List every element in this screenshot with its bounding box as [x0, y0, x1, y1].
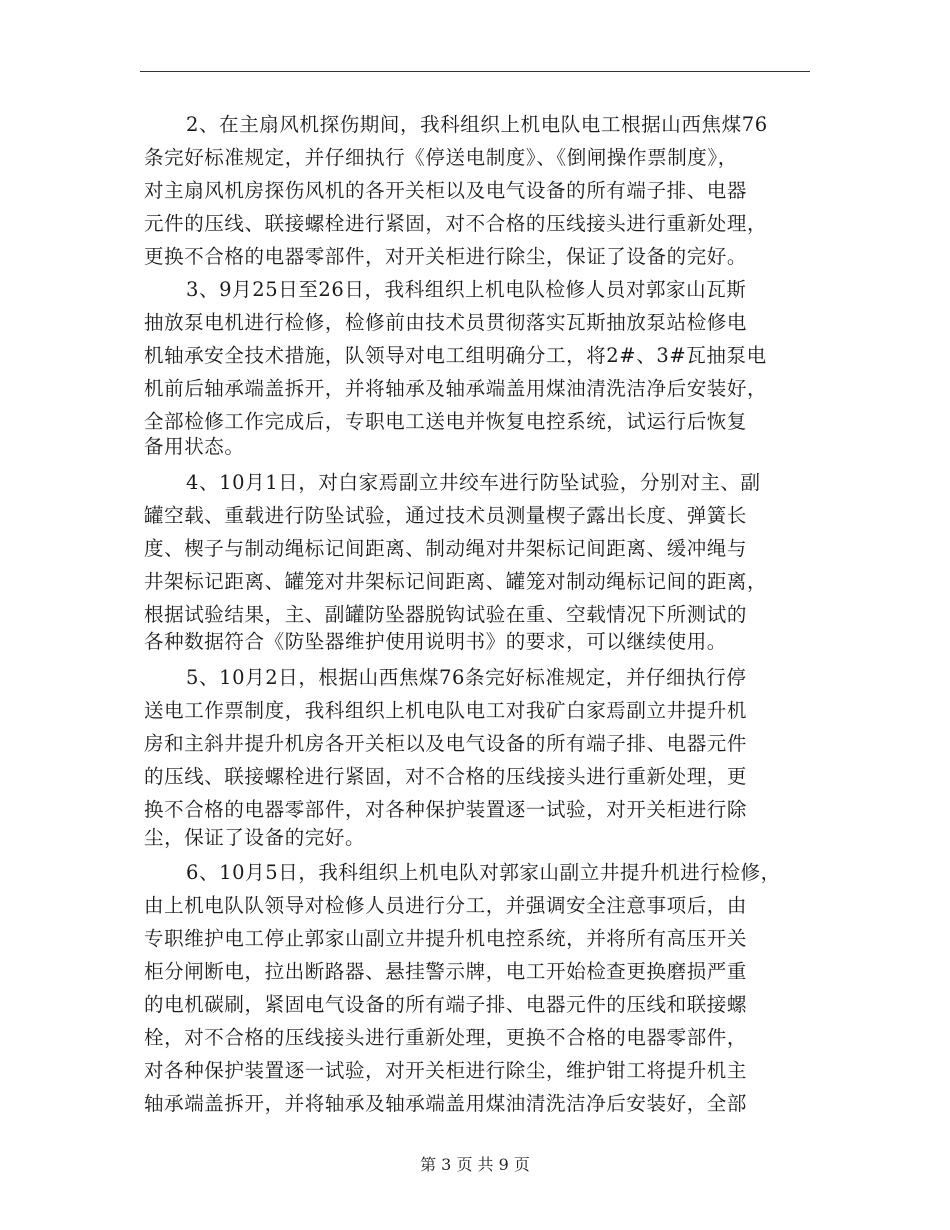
paragraph-line: 元件的压线、联接螺栓进行紧固，对不合格的压线接头进行重新处理，: [144, 212, 768, 235]
paragraph-line: 轴承端盖拆开，并将轴承及轴承端盖用煤油清洗洁净后安装好，全部: [144, 1092, 748, 1115]
paragraph-line: 机轴承安全技术措施，队领导对电工组明确分工，将2#、3#瓦抽泵电: [144, 344, 767, 367]
paragraph-line: 由上机电队队领导对检修人员进行分工，并强调安全注意事项后，由: [144, 894, 748, 917]
paragraph-line: 各种数据符合《防坠器维护使用说明书》的要求，可以继续使用。: [144, 630, 727, 653]
paragraph-line: 罐空载、重载进行防坠试验，通过技术员测量楔子露出长度、弹簧长: [144, 504, 748, 527]
paragraph-line: 5、10月2日，根据山西焦煤76条完好标准规定，并仔细执行停: [186, 666, 747, 689]
paragraph-line: 备用状态。: [144, 435, 245, 458]
paragraph-line: 机前后轴承端盖拆开，并将轴承及轴承端盖用煤油清洗洁净后安装好，: [144, 377, 768, 400]
paragraph-line: 全部检修工作完成后，专职电工送电并恢复电控系统，试运行后恢复: [144, 410, 748, 433]
paragraph-line: 井架标记距离、罐笼对井架标记间距离、罐笼对制动绳标记间的距离，: [144, 570, 768, 593]
paragraph-line: 栓，对不合格的压线接头进行重新处理，更换不合格的电器零部件，: [144, 1026, 748, 1049]
paragraph-line: 2、在主扇风机探伤期间，我科组织上机电队电工根据山西焦煤76: [186, 113, 768, 136]
paragraph-line: 6、10月5日，我科组织上机电队对郭家山副立井提升机进行检修，: [186, 861, 781, 884]
paragraph-line: 的电机碳刷，紧固电气设备的所有端子排、电器元件的压线和联接螺: [144, 993, 748, 1016]
paragraph-line: 条完好标准规定，并仔细执行《停送电制度》、《倒闸操作票制度》，: [144, 146, 738, 169]
paragraph-line: 房和主斜井提升机房各开关柜以及电气设备的所有端子排、电器元件: [144, 732, 748, 755]
paragraph-line: 换不合格的电器零部件，对各种保护装置逐一试验，对开关柜进行除: [144, 798, 748, 821]
paragraph-line: 的压线、联接螺栓进行紧固，对不合格的压线接头进行重新处理，更: [144, 765, 748, 788]
paragraph-line: 3、9月25日至26日，我科组织上机电队检修人员对郭家山瓦斯: [186, 278, 747, 301]
paragraph-line: 柜分闸断电，拉出断路器、悬挂警示牌，电工开始检查更换磨损严重: [144, 960, 748, 983]
paragraph-line: 更换不合格的电器零部件，对开关柜进行除尘，保证了设备的完好。: [144, 245, 748, 268]
paragraph-line: 抽放泵电机进行检修，检修前由技术员贯彻落实瓦斯抽放泵站检修电: [144, 311, 748, 334]
paragraph-line: 4、10月1日，对白家焉副立井绞车进行防坠试验，分别对主、副: [186, 471, 761, 494]
paragraph-line: 专职维护电工停止郭家山副立井提升机电控系统，并将所有高压开关: [144, 927, 748, 950]
paragraph-line: 对主扇风机房探伤风机的各开关柜以及电气设备的所有端子排、电器: [144, 179, 748, 202]
paragraph-line: 对各种保护装置逐一试验，对开关柜进行除尘，维护钳工将提升机主: [144, 1059, 748, 1082]
paragraph-line: 根据试验结果，主、副罐防坠器脱钩试验在重、空载情况下所测试的: [144, 603, 748, 626]
page-number-footer: 第 3 页 共 9 页: [420, 1155, 530, 1174]
paragraph-line: 尘，保证了设备的完好。: [144, 826, 366, 849]
paragraph-line: 度、楔子与制动绳标记间距离、制动绳对井架标记间距离、缓冲绳与: [144, 537, 748, 560]
paragraph-line: 送电工作票制度，我科组织上机电队电工对我矿白家焉副立井提升机: [144, 699, 748, 722]
